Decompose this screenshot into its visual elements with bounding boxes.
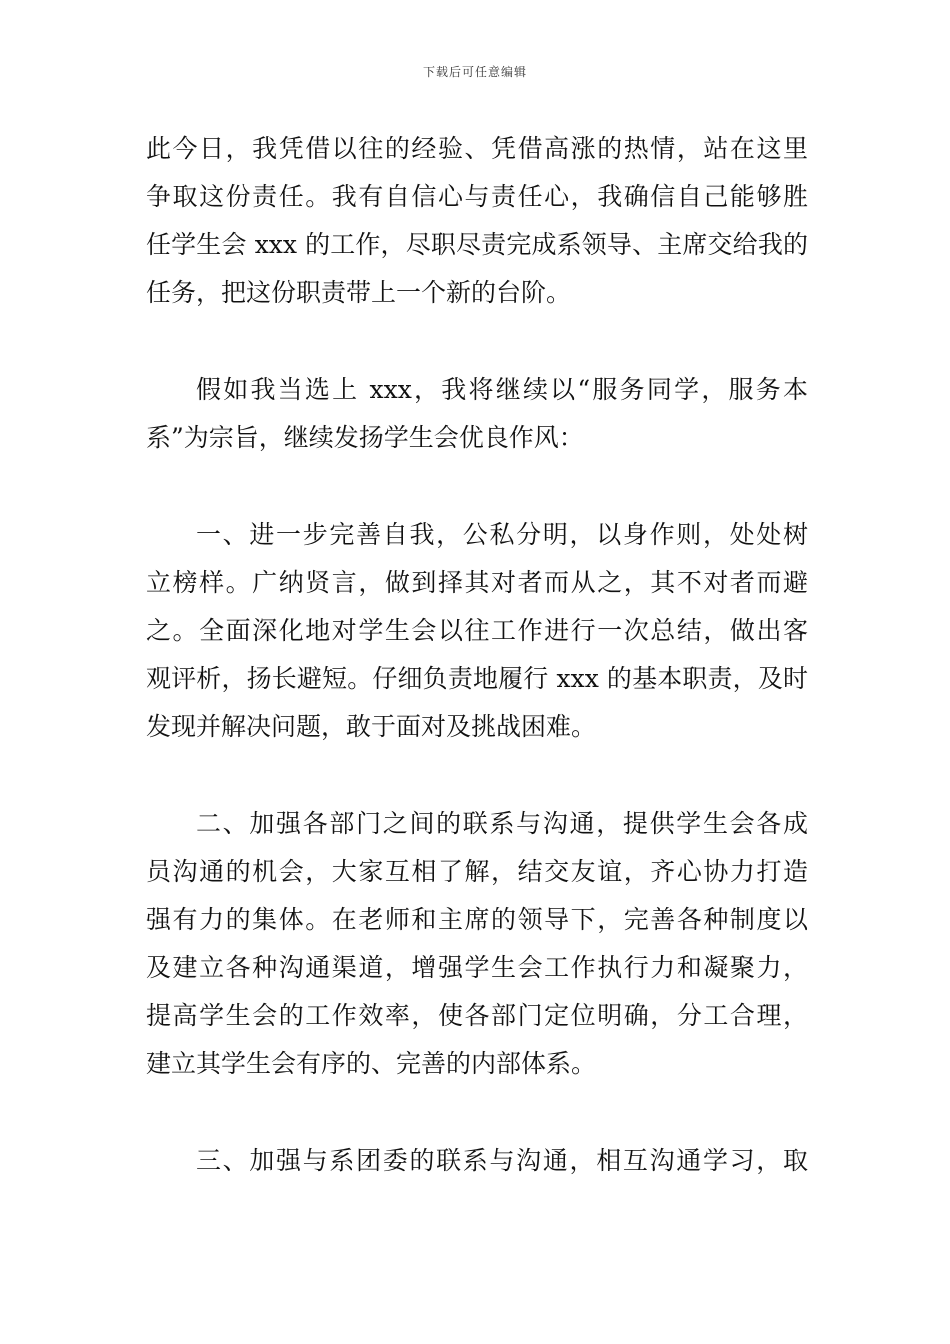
paragraph-spacer — [146, 751, 808, 800]
paragraph-line: 二、加强各部门之间的联系与沟通，提供学生会各成 — [196, 809, 808, 838]
paragraph-line: 三、加强与系团委的联系与沟通，相互沟通学习，取 — [196, 1146, 808, 1175]
paragraph-5 — [146, 1137, 808, 1185]
paragraph-line: 提高学生会的工作效率，使各部门定位明确，分工合理， — [146, 1001, 808, 1030]
paragraph-line: 假如我当选上 xxx，我将继续以“服务同学，服务本 — [196, 375, 808, 404]
paragraph-spacer — [146, 462, 808, 511]
paragraph-line: 之。全面深化地对学生会以往工作进行一次总结，做出客 — [146, 616, 808, 645]
paragraph-line: 及建立各种沟通渠道，增强学生会工作执行力和凝聚力， — [146, 953, 808, 982]
document-body — [146, 125, 808, 1185]
page-header: 下载后可任意编辑 — [422, 65, 527, 79]
paragraph-line: 此今日，我凭借以往的经验、凭借高涨的热情，站在这里 — [146, 134, 808, 163]
paragraph-3 — [146, 511, 808, 751]
paragraph-line: 系”为宗旨，继续发扬学生会优良作风： — [146, 423, 584, 452]
paragraph-line: 员沟通的机会，大家互相了解，结交友谊，齐心协力打造 — [146, 857, 808, 886]
paragraph-line: 建立其学生会有序的、完善的内部体系。 — [146, 1049, 597, 1078]
paragraph-1 — [146, 125, 808, 317]
paragraph-2 — [146, 366, 808, 462]
paragraph-line: 立榜样。广纳贤言，做到择其对者而从之，其不对者而避 — [146, 568, 808, 597]
paragraph-line: 观评析，扬长避短。仔细负责地履行 xxx 的基本职责，及时 — [146, 664, 808, 693]
paragraph-line: 任学生会 xxx 的工作，尽职尽责完成系领导、主席交给我的 — [146, 230, 808, 259]
paragraph-line: 强有力的集体。在老师和主席的领导下，完善各种制度以 — [146, 905, 808, 934]
paragraph-line: 发现并解决问题，敢于面对及挑战困难。 — [146, 712, 597, 741]
paragraph-line: 一、进一步完善自我，公私分明，以身作则，处处树 — [196, 520, 808, 549]
paragraph-line: 任务，把这份职责带上一个新的台阶。 — [146, 278, 572, 307]
paragraph-spacer — [146, 1088, 808, 1137]
paragraph-spacer — [146, 317, 808, 366]
paragraph-4 — [146, 800, 808, 1088]
paragraph-line: 争取这份责任。我有自信心与责任心，我确信自己能够胜 — [146, 182, 808, 211]
